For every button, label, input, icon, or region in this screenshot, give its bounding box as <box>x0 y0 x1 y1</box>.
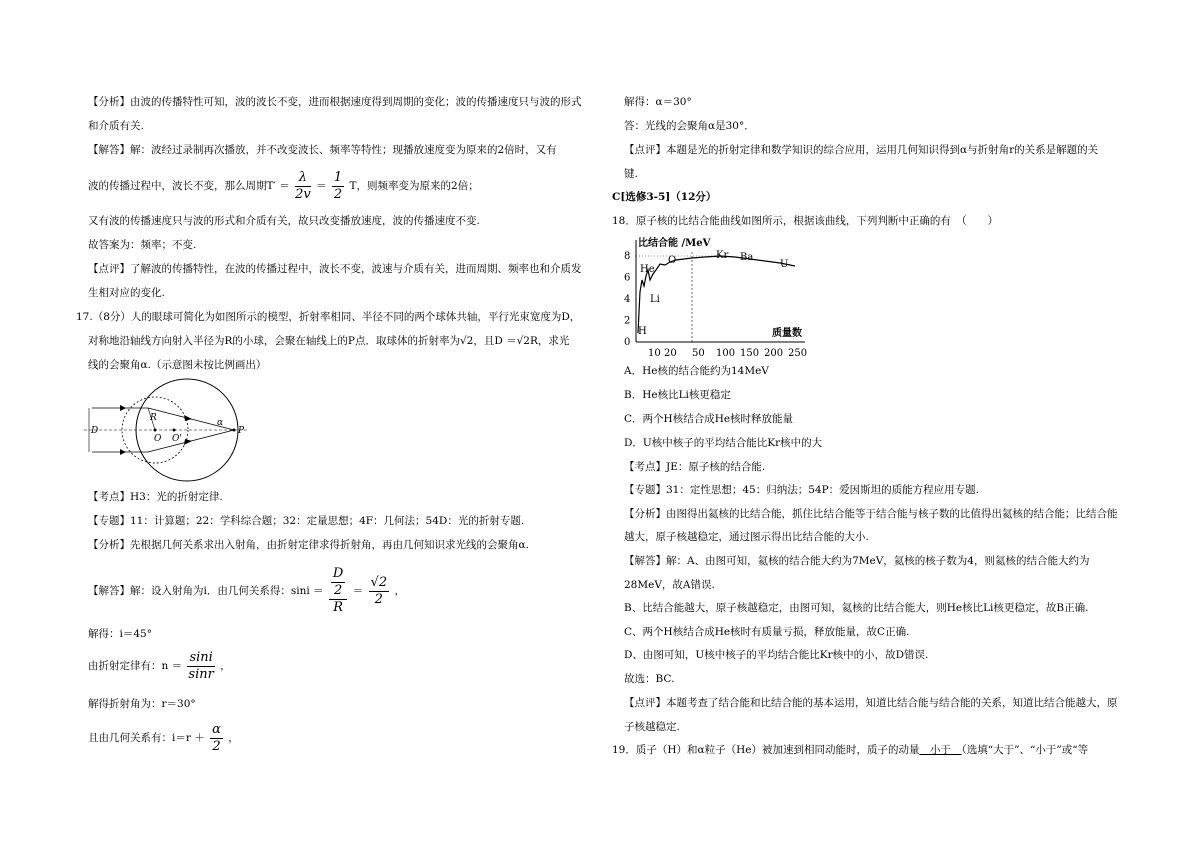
point-label-Li: Li <box>650 294 660 305</box>
y-tick-label: 6 <box>624 272 631 284</box>
y-axis-label: 比结合能 /MeV <box>638 238 711 249</box>
comment-16: 【点评】了解波的传播特性，在波的传播过程中，波长不变，波速与介质有关，进而周期、频率也和介质发 <box>88 263 582 275</box>
answer-17-line5: 且由几何关系有：i＝r ＋ $\frac{\alpha}{2}$ ， <box>88 721 239 754</box>
analysis-18-cont: 越大，原子核越稳定，通过图示得出比结合能的大小. <box>624 531 869 543</box>
fraction-lambda: $\frac{\lambda}{2v}$ <box>295 169 311 202</box>
point-label-H: H <box>638 326 647 337</box>
question-17-line2: 对称地沿轴线方向射入半径为R的小球，会聚在轴线上的P点．取球体的折射率为√2，且D ＝√2R，求光 <box>88 335 570 347</box>
label-alpha: α <box>217 418 224 428</box>
x-tick-label: 200 <box>764 348 784 359</box>
x-tick-label: 10 <box>648 348 661 359</box>
answer-17-line3: 由折射定律有：n ＝ $\frac{\sin i}{\sin r}$ ， <box>88 649 231 682</box>
option-d: D．U核中核子的平均结合能比Kr核中的大 <box>624 437 823 449</box>
comment-18: 【点评】本题考查了结合能和比结合能的基本运用，知道比结合能与结合能的关系，知道比结合能越大，原 <box>624 697 1118 709</box>
special-18: 【专题】31：定性思想；45：归纳法；54P：爱因斯坦的质能方程应用专题. <box>624 484 979 496</box>
eyeball-diagram <box>84 375 254 485</box>
x-tick-label: 20 <box>664 348 677 359</box>
x-tick-label: 50 <box>692 348 705 359</box>
question-17: 17.（8分）人的眼球可简化为如图所示的模型，折射率相同、半径不同的两个球体共轴，平行光束宽度为D， <box>76 311 581 323</box>
answer-18-b: B、比结合能越大，原子核越稳定，由图可知，氦核的比结合能大，则He核比Li核更稳定，故B正确. <box>624 602 1089 614</box>
answer-16: 【解答】解：波经过录制再次播放，并不改变波长、频率等特性；现播放速度变为原来的2倍时，又有 <box>88 144 557 156</box>
answer-blank: 小于 <box>919 744 962 756</box>
label-D: D <box>91 426 99 436</box>
answer-18-a: 【解答】解：A、由图可知，氦核的结合能大约为7MeV，氦核的核子数为4，则氦核的结合能大约为 <box>624 555 1090 567</box>
option-a: A．He核的结合能约为14MeV <box>624 365 769 377</box>
y-tick-label: 0 <box>624 337 631 348</box>
fraction-sini-sinr: $\frac{\sin i}{\sin r}$ <box>188 649 214 682</box>
option-b: B．He核比Li核更稳定 <box>624 389 731 401</box>
section-heading: C[选修3-5]（12分） <box>612 191 717 203</box>
fraction-d2-over-r: $\frac{\frac{D}{2}}{R}$ <box>329 566 347 616</box>
answer-17-line1: 【解答】解：设入射角为i．由几何关系得：sini ＝ $\frac{\frac{D}{2}}{R}$ ＝ $\frac{√2}{2}$ ， <box>88 566 405 615</box>
point-label-U: U <box>780 259 789 270</box>
point-label-O: O <box>668 255 677 266</box>
fraction-alpha-2: $\frac{\alpha}{2}$ <box>212 721 221 754</box>
point-label-He: He <box>640 264 655 275</box>
comment-17-cont: 键. <box>624 168 638 180</box>
topic-17: 【考点】H3：光的折射定律. <box>88 491 223 503</box>
x-tick-label: 150 <box>740 348 760 359</box>
answer-18-c: C、两个H核结合成He核时有质量亏损，释放能量，故C正确. <box>624 626 910 638</box>
analysis-16: 【分析】由波的传播特性可知，波的波长不变，进而根据速度得到周期的变化；波的传播速度只与波的形式 <box>88 96 582 108</box>
label-R: R <box>150 413 157 423</box>
x-tick-label: 100 <box>716 348 736 359</box>
answer-18-choice: 故选：BC. <box>624 673 675 685</box>
comment-16-cont: 生相对应的变化. <box>88 287 165 299</box>
option-c: C．两个H核结合成He核时释放能量 <box>624 413 794 425</box>
answer-16-result: 故答案为：频率；不变. <box>88 239 197 251</box>
question-17-line3: 线的会聚角α.（示意图未按比例画出） <box>88 359 267 371</box>
special-17: 【专题】11：计算题；22：学科综合题；32：定量思想；4F：几何法；54D：光的折射专题. <box>88 515 525 527</box>
comment-17: 【点评】本题是光的折射定律和数学知识的综合应用，运用几何知识得到α与折射角r的关系是解题的关 <box>624 144 1099 156</box>
answer-17-final: 答：光线的会聚角α是30°． <box>624 120 755 132</box>
answer-17-line2: 解得：i＝45° <box>88 628 152 640</box>
answer-16-line: 又有波的传播速度只与波的形式和介质有关，故只改变播放速度，波的传播速度不变. <box>88 215 480 227</box>
comment-18-cont: 子核越稳定. <box>624 721 680 733</box>
label-O: O <box>154 434 162 444</box>
question-18: 18．原子核的比结合能曲线如图所示，根据该曲线，下列判断中正确的有 （ ） <box>612 215 999 227</box>
y-tick-label: 8 <box>624 251 631 262</box>
answer-18-d: D、由图可知，U核中核子的平均结合能比Kr核中的小，故D错误. <box>624 649 929 661</box>
x-tick-label: 250 <box>788 348 808 359</box>
question-19: 19．质子（H）和α粒子（He）被加速到相同动能时，质子的动量 小于 （选填“大于”、“小于”或“等 <box>612 744 1089 756</box>
analysis-16-cont: 和介质有关. <box>88 120 144 132</box>
label-P: P <box>238 426 245 436</box>
y-tick-label: 2 <box>624 315 631 327</box>
answer-16-formula: 波的传播过程中，波长不变，那么周期T′ ＝ $\frac{\lambda}{2v}$ ＝ $\frac{1}{2}$ T，则频率变为原来的2倍； <box>88 169 479 202</box>
answer-17-line4: 解得折射角为：r＝30° <box>88 698 196 710</box>
analysis-18: 【分析】由图得出氦核的比结合能，抓住比结合能等于结合能与核子数的比值得出氦核的结合能；比结合能 <box>624 508 1118 520</box>
answer-17-result: 解得：α＝30° <box>624 96 692 108</box>
y-tick-label: 4 <box>624 294 631 305</box>
label-O-prime: O' <box>172 434 182 444</box>
point-label-Ba: Ba <box>740 252 754 263</box>
topic-18: 【考点】JE：原子核的结合能. <box>624 461 766 473</box>
binding-energy-chart <box>620 232 810 360</box>
fraction-root2-over-2: $\frac{√2}{2}$ <box>370 574 388 607</box>
point-label-Kr: Kr <box>716 250 729 261</box>
fraction-half: $\frac{1}{2}$ <box>333 169 343 202</box>
binding-energy-curve <box>638 256 795 333</box>
analysis-17: 【分析】先根据几何关系求出入射角，由折射定律求得折射角，再由几何知识求光线的会聚角α. <box>88 539 529 551</box>
x-axis-label: 质量数 <box>772 328 802 339</box>
answer-18-a-cont: 28MeV，故A错误. <box>624 579 715 591</box>
